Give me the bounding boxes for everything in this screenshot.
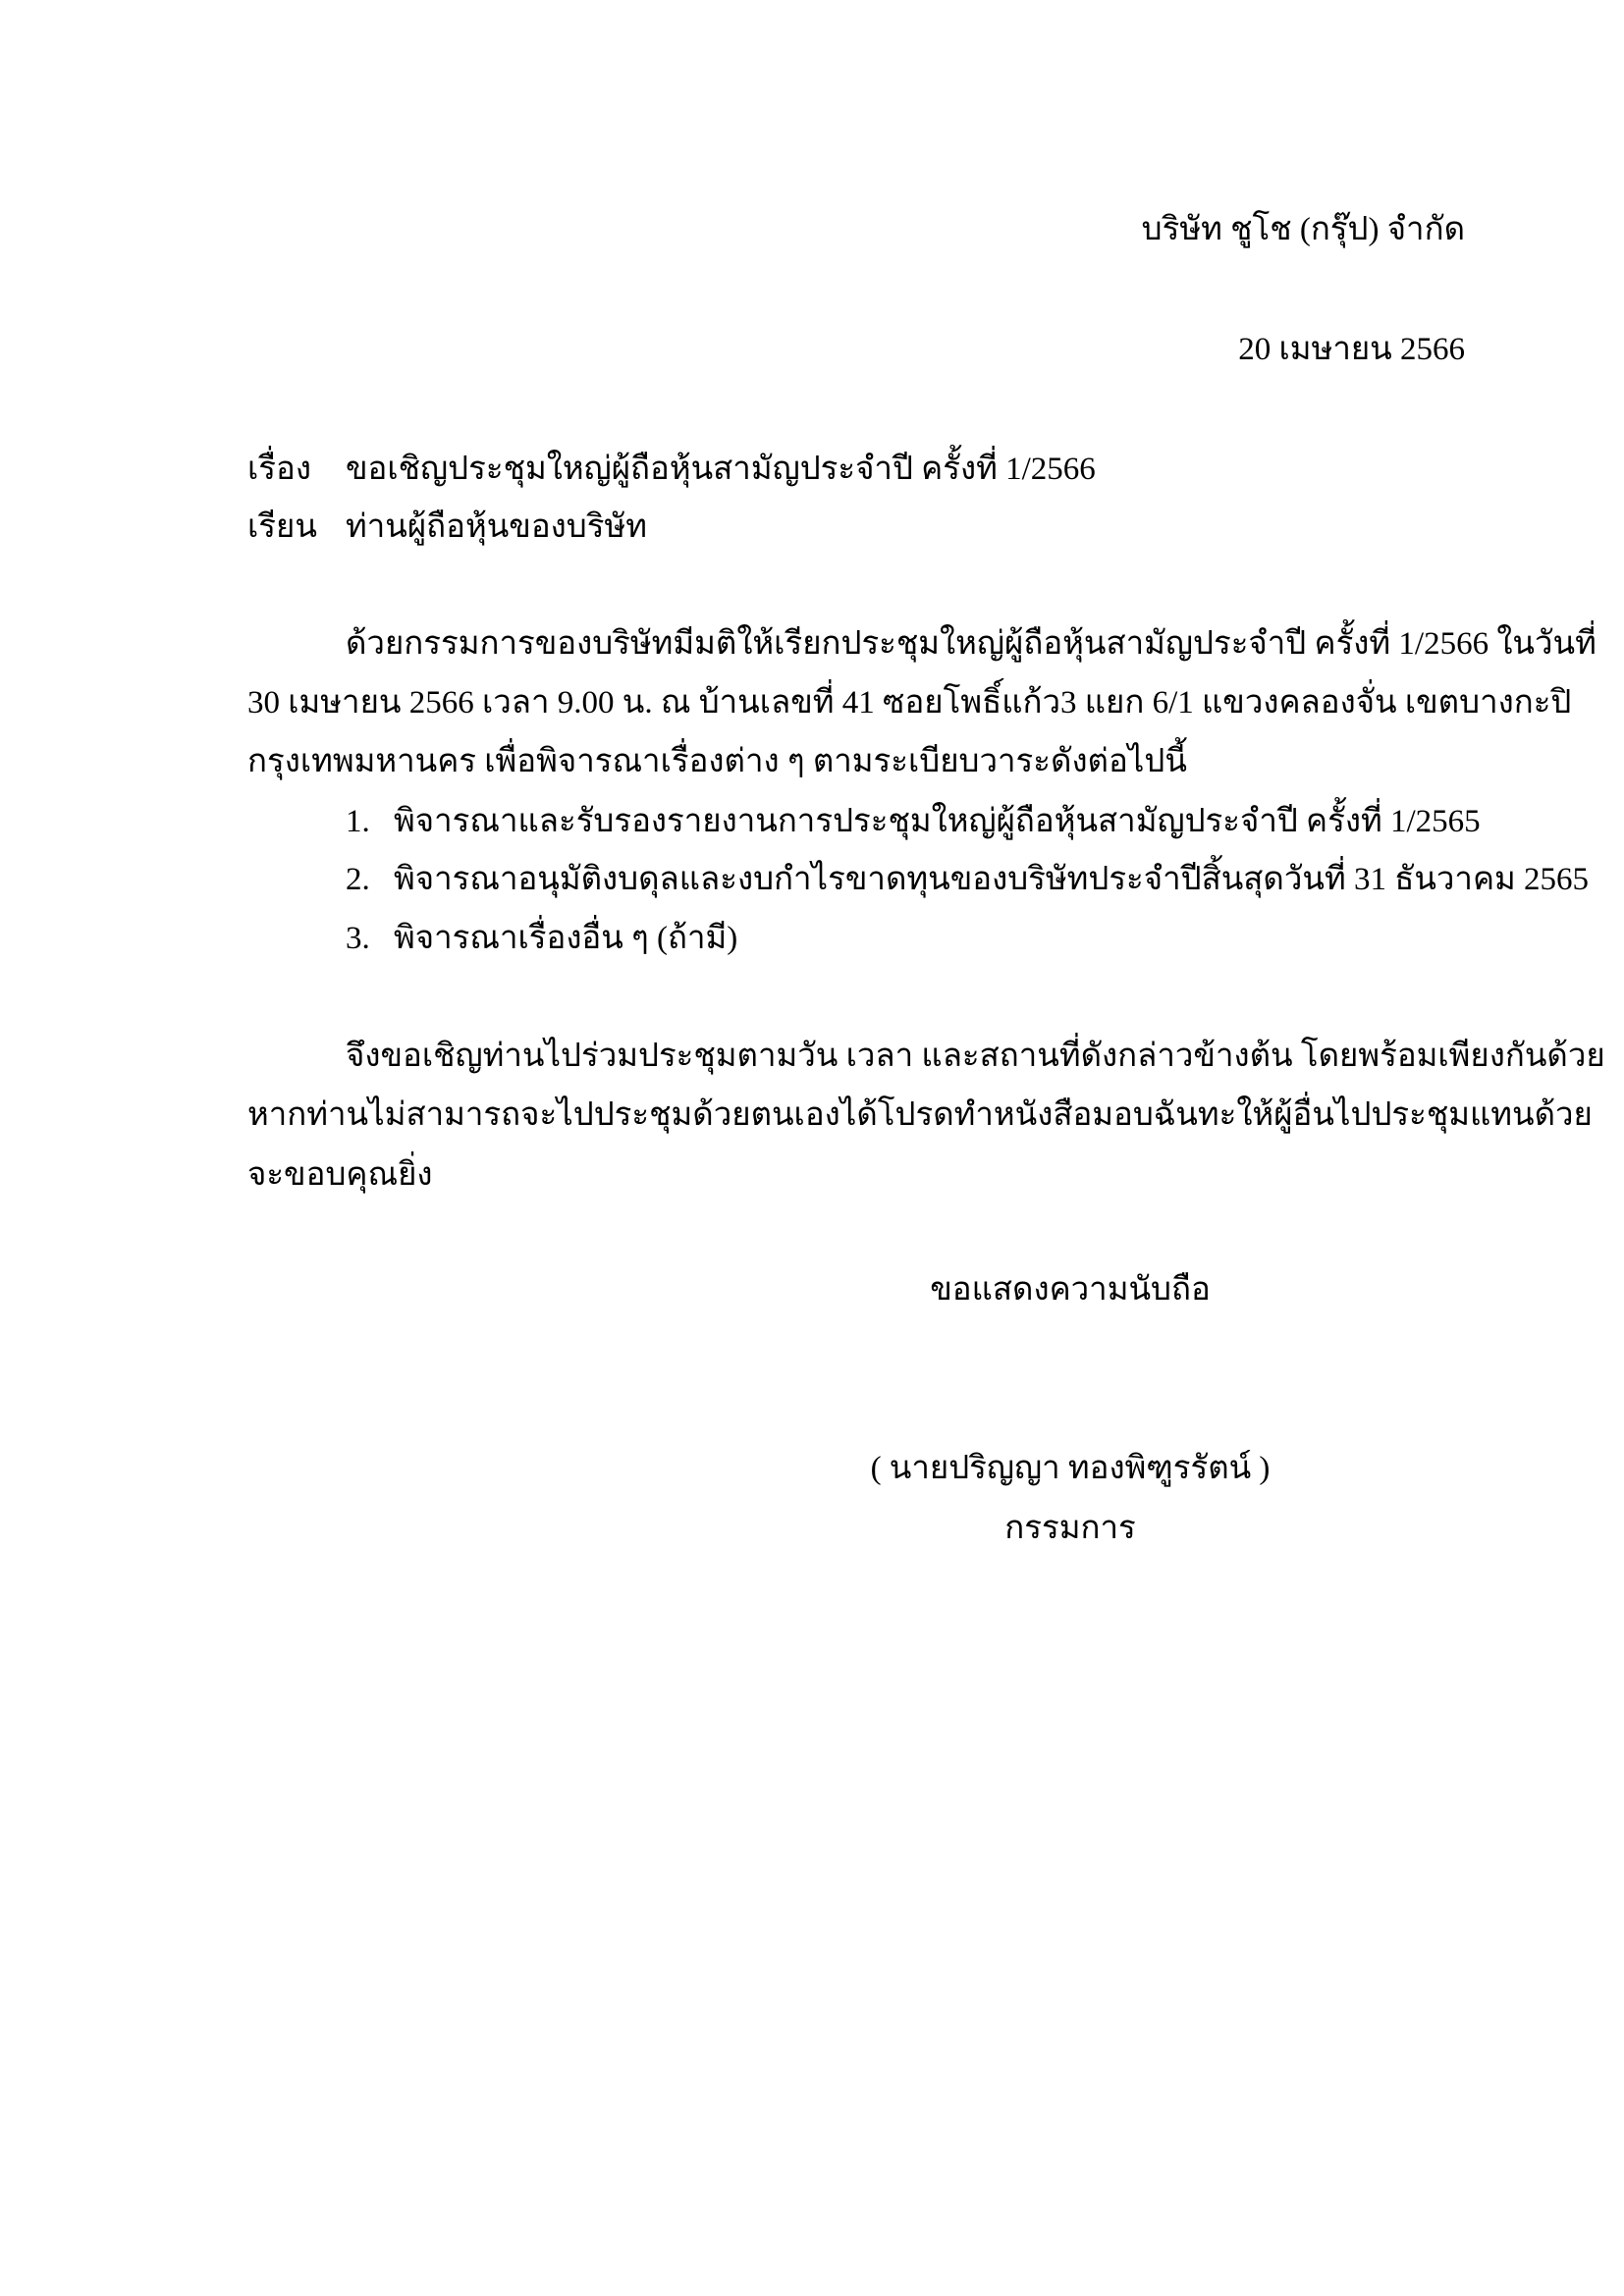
agenda-item-number: 2. (346, 862, 370, 897)
body-paragraph-line-1: ด้วยกรรมการของบริษัทมีมติให้เรียกประชุมใหญ่ผู้ถือหุ้นสามัญประจำปี ครั้งที่ 1/2566 ในวันที่ (346, 626, 1597, 662)
subject-text: ขอเชิญประชุมใหญ่ผู้ถือหุ้นสามัญประจำปี ครั้งที่ 1/2566 (346, 452, 1096, 487)
agenda-item-text: พิจารณาเรื่องอื่น ๆ (ถ้ามี) (394, 921, 738, 956)
company-name: บริษัท ชูโช (กรุ๊ป) จำกัด (1141, 212, 1465, 247)
signatory-name: ( นายปริญญา ทองพิฑูรรัตน์ ) (870, 1451, 1271, 1486)
closing-paragraph-line-3: จะขอบคุณยิ่ง (247, 1157, 433, 1193)
closing-paragraph-line-2: หากท่านไม่สามารถจะไปประชุมด้วยตนเองได้โปรดทำหนังสือมอบฉันทะให้ผู้อื่นไปประชุมแทนด้วย (247, 1097, 1593, 1133)
agenda-item-text: พิจารณาอนุมัติงบดุลและงบกำไรขาดทุนของบริษัทประจำปีสิ้นสุดวันที่ 31 ธันวาคม 2565 (394, 862, 1590, 897)
letter-date: 20 เมษายน 2566 (1238, 332, 1465, 367)
closing-paragraph-line-1: จึงขอเชิญท่านไปร่วมประชุมตามวัน เวลา และสถานที่ดังกล่าวข้างต้น โดยพร้อมเพียงกันด้วย (346, 1039, 1605, 1074)
salutation-text: ท่านผู้ถือหุ้นของบริษัท (346, 509, 647, 545)
signatory-title: กรรมการ (1004, 1511, 1136, 1546)
body-paragraph-line-2: 30 เมษายน 2566 เวลา 9.00 น. ณ บ้านเลขที่ 41 ซอยโพธิ์แก้ว3 แยก 6/1 แขวงคลองจั่น เขตบางกะปิ (247, 685, 1572, 721)
agenda-item-number: 3. (346, 921, 370, 956)
agenda-item-number: 1. (346, 804, 370, 839)
subject-label: เรื่อง (247, 452, 311, 487)
complimentary-close: ขอแสดงความนับถือ (930, 1272, 1211, 1308)
salutation-label: เรียน (247, 509, 317, 545)
agenda-item-text: พิจารณาและรับรองรายงานการประชุมใหญ่ผู้ถือหุ้นสามัญประจำปี ครั้งที่ 1/2565 (394, 804, 1481, 839)
body-paragraph-line-3: กรุงเทพมหานคร เพื่อพิจารณาเรื่องต่าง ๆ ตามระเบียบวาระดังต่อไปนี้ (247, 744, 1187, 779)
